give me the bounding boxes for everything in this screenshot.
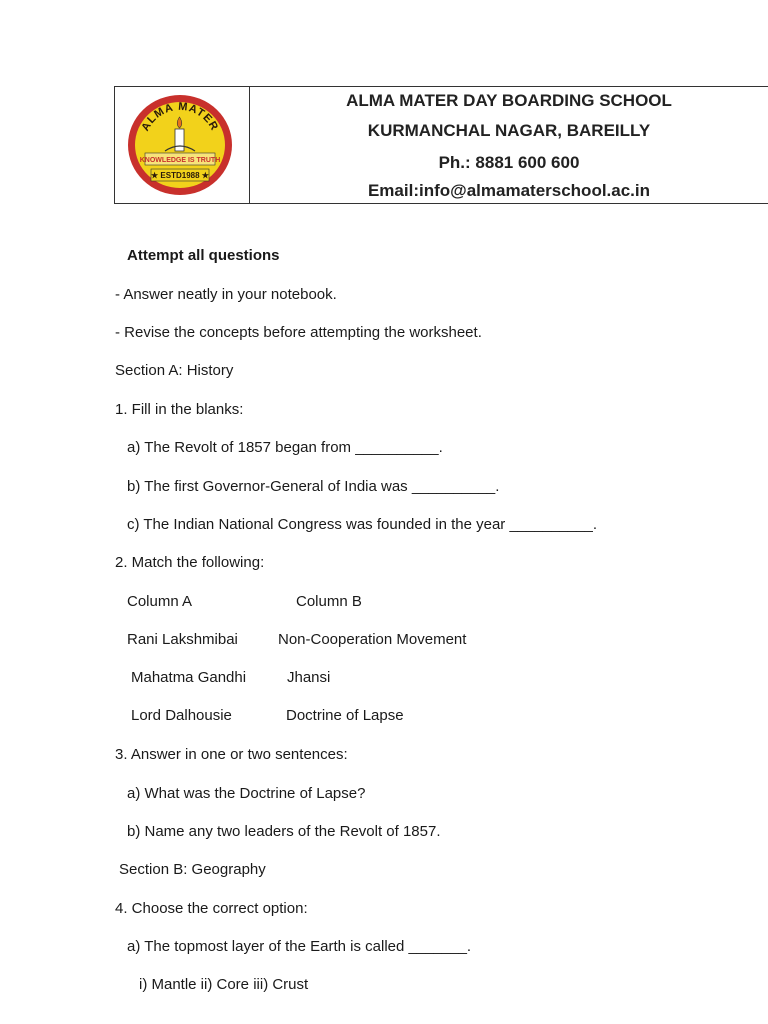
match-col-a: Lord Dalhousie <box>131 707 232 724</box>
logo-cell <box>115 87 250 203</box>
question-item: a) What was the Doctrine of Lapse? <box>127 785 366 802</box>
school-logo <box>125 93 235 197</box>
school-name: ALMA MATER DAY BOARDING SCHOOL <box>346 91 672 110</box>
match-col-a: Rani Lakshmibai <box>127 631 238 648</box>
match-col-b: Non-Cooperation Movement <box>278 631 467 648</box>
section-a-title: Section A: History <box>115 362 234 379</box>
school-phone: Ph.: 8881 600 600 <box>438 153 580 172</box>
match-col-b: Doctrine of Lapse <box>286 707 404 724</box>
question-item: a) The Revolt of 1857 began from __________. <box>127 439 443 456</box>
instructions-heading: Attempt all questions <box>127 247 280 264</box>
school-header <box>114 86 768 204</box>
match-col-a: Mahatma Gandhi <box>131 669 247 686</box>
instruction-line: - Revise the concepts before attempting the worksheet. <box>115 324 482 341</box>
school-info <box>249 87 768 203</box>
match-col-b: Jhansi <box>287 669 331 686</box>
school-address: KURMANCHAL NAGAR, BAREILLY <box>367 121 651 140</box>
logo-estd: ★ ESTD1988 ★ <box>151 171 209 180</box>
question-prompt: 4. Choose the correct option: <box>115 900 308 917</box>
logo-motto: KNOWLEDGE IS TRUTH <box>139 157 221 164</box>
school-email: Email:info@almamaterschool.ac.in <box>367 181 651 200</box>
section-b-title: Section B: Geography <box>119 861 266 878</box>
column-b-header: Column B <box>296 593 362 610</box>
logo-top-text: ALMA MATER <box>139 100 221 134</box>
question-item: c) The Indian National Congress was founded in the year __________. <box>127 516 598 533</box>
column-a-header: Column A <box>127 593 193 610</box>
question-prompt: 1. Fill in the blanks: <box>115 401 244 418</box>
question-item: a) The topmost layer of the Earth is called _______. <box>127 938 472 955</box>
question-prompt: 3. Answer in one or two sentences: <box>115 746 348 763</box>
instruction-line: - Answer neatly in your notebook. <box>115 286 337 303</box>
question-item: b) The first Governor-General of India was __________. <box>127 478 500 495</box>
question-options: i) Mantle ii) Core iii) Crust <box>139 976 309 993</box>
question-item: b) Name any two leaders of the Revolt of 1857. <box>127 823 441 840</box>
question-prompt: 2. Match the following: <box>115 554 265 571</box>
